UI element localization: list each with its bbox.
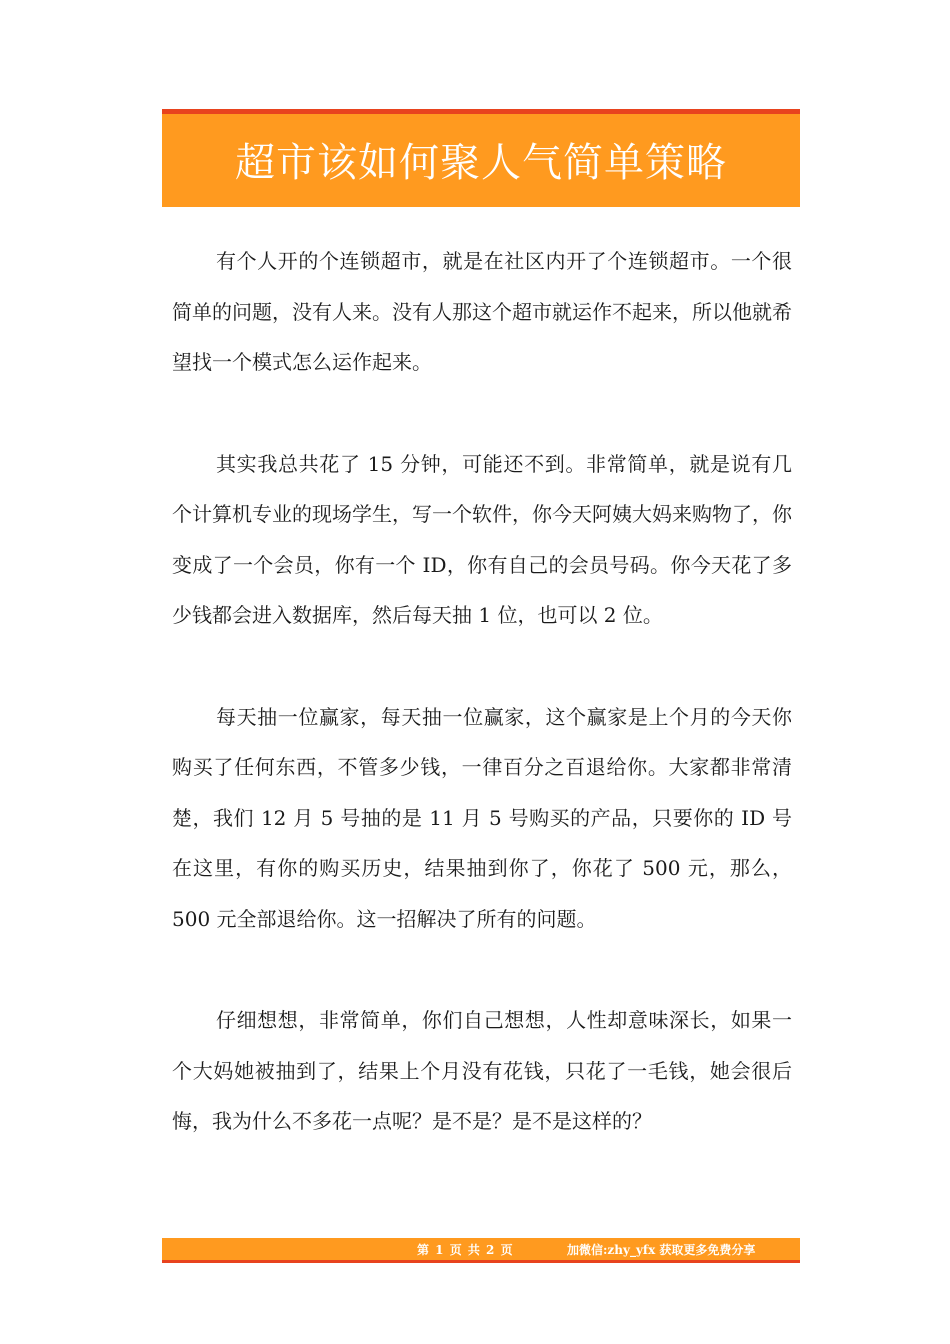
document-body <box>172 236 792 1198</box>
paragraph-1: 有个人开的个连锁超市，就是在社区内开了个连锁超市。一个很简单的问题，没有人来。没有人那这个超市就运作不起来，所以他就希望找一个模式怎么运作起来。 <box>172 249 792 374</box>
page-title: 超市该如何聚人气简单策略 <box>235 140 727 186</box>
paragraph-4: 仔细想想，非常简单，你们自己想想，人性却意味深长，如果一个大妈她被抽到了，结果上个月没有花钱，只花了一毛钱，她会很后悔，我为什么不多花一点呢？是不是？是不是这样的？ <box>172 1008 792 1133</box>
footer-bar <box>162 1238 800 1263</box>
title-banner <box>162 109 800 207</box>
paragraph-2: 其实我总共花了 15 分钟，可能还不到。非常简单，就是说有几个计算机专业的现场学生，写一个软件，你今天阿姨大妈来购物了，你变成了一个会员，你有一个 ID，你有自己的会员号码。你今天花了多少钱都会进入数据库，然后每天抽 1 位，也可以 2 位。 <box>172 451 792 627</box>
paragraph-3: 每天抽一位赢家，每天抽一位赢家，这个赢家是上个月的今天你购买了任何东西，不管多少钱，一律百分之百退给你。大家都非常清楚，我们 12 月 5 号抽的是 11 月 5 号购买的产品，只要你的 ID 号在这里，有你的购买历史，结果抽到你了，你花了 500 元，那么，500 元全部退给你。这一招解决了所有的问题。 <box>172 704 792 931</box>
share-note: 加微信:zhy_yfx 获取更多免费分享 <box>567 1243 756 1257</box>
page-number: 第 1 页 共 2 页 <box>417 1243 514 1257</box>
